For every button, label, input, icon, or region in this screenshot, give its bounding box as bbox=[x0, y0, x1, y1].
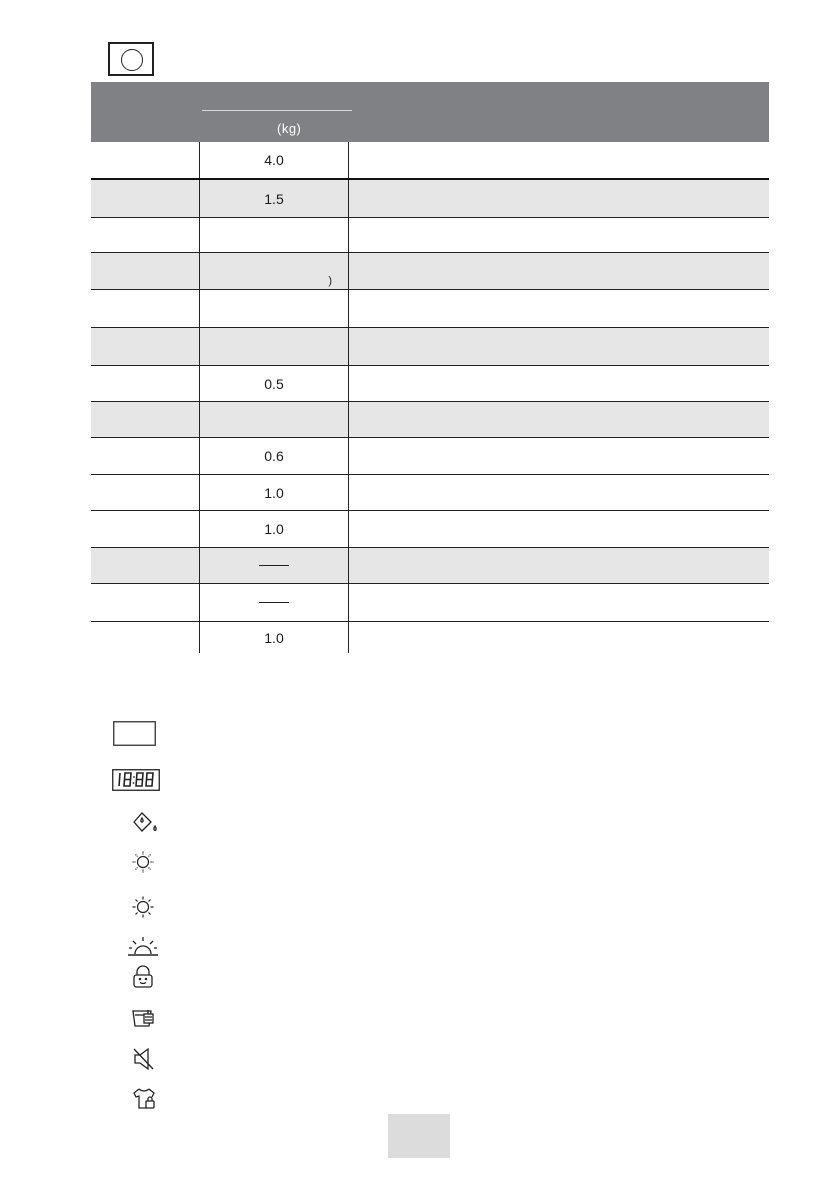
program-name-cell bbox=[91, 180, 199, 217]
table-row bbox=[91, 253, 769, 290]
table-row bbox=[91, 142, 769, 180]
basket-hand-icon bbox=[132, 1006, 156, 1030]
max-load-cell bbox=[199, 511, 349, 547]
detergent-drop-icon bbox=[131, 811, 161, 835]
table-row bbox=[91, 366, 769, 402]
description-cell bbox=[349, 180, 769, 217]
table-row bbox=[91, 622, 769, 653]
description-cell bbox=[349, 475, 769, 510]
load-value: 0.6 bbox=[264, 448, 284, 464]
load-value: 1.0 bbox=[264, 521, 284, 537]
table-row bbox=[91, 218, 769, 253]
max-load-cell bbox=[199, 438, 349, 474]
max-load-cell bbox=[199, 402, 349, 437]
mute-icon bbox=[133, 1047, 155, 1071]
sunrise-icon bbox=[127, 935, 159, 957]
sun-dotted-icon bbox=[131, 850, 155, 874]
program-name-cell bbox=[91, 142, 199, 178]
max-load-cell bbox=[199, 366, 349, 401]
description-cell bbox=[349, 402, 769, 437]
description-cell bbox=[349, 328, 769, 365]
header-underline bbox=[202, 110, 352, 111]
program-name-cell bbox=[91, 290, 199, 327]
table-row bbox=[91, 475, 769, 511]
unit-label: (kg) bbox=[277, 121, 302, 136]
description-cell bbox=[349, 548, 769, 583]
program-name-cell bbox=[91, 475, 199, 510]
table-row bbox=[91, 548, 769, 584]
table-row bbox=[91, 328, 769, 366]
load-value: 1.0 bbox=[264, 484, 284, 501]
program-name-cell bbox=[91, 366, 199, 401]
child-lock-icon bbox=[132, 965, 154, 989]
max-load-cell bbox=[199, 180, 349, 217]
page-number-tab bbox=[388, 1114, 450, 1158]
description-cell bbox=[349, 622, 769, 653]
max-load-cell bbox=[199, 253, 349, 289]
description-cell bbox=[349, 290, 769, 327]
description-cell bbox=[349, 511, 769, 547]
program-table bbox=[91, 142, 769, 653]
table-row bbox=[91, 511, 769, 548]
digital-display-icon bbox=[112, 769, 160, 791]
table-row bbox=[91, 290, 769, 328]
not-applicable-dash bbox=[259, 602, 289, 603]
program-name-cell bbox=[91, 622, 199, 653]
not-applicable-dash bbox=[259, 565, 289, 566]
program-name-cell bbox=[91, 511, 199, 547]
max-load-cell bbox=[199, 584, 349, 621]
description-cell bbox=[349, 438, 769, 474]
program-name-cell bbox=[91, 328, 199, 365]
max-load-cell bbox=[199, 328, 349, 365]
program-name-cell bbox=[91, 584, 199, 621]
description-cell bbox=[349, 253, 769, 289]
max-load-cell bbox=[199, 622, 349, 653]
program-knob-icon bbox=[108, 42, 154, 76]
max-load-cell bbox=[199, 218, 349, 252]
program-name-cell bbox=[91, 548, 199, 583]
description-cell bbox=[349, 218, 769, 252]
description-cell bbox=[349, 366, 769, 401]
max-load-cell bbox=[199, 290, 349, 327]
load-note: ) bbox=[328, 275, 332, 287]
program-name-cell bbox=[91, 218, 199, 252]
table-row bbox=[91, 584, 769, 622]
description-cell bbox=[349, 584, 769, 621]
program-name-cell bbox=[91, 438, 199, 474]
program-name-cell bbox=[91, 402, 199, 437]
load-value: 1.0 bbox=[264, 629, 284, 646]
blank-button-icon bbox=[113, 721, 156, 746]
load-value: 1.5 bbox=[264, 190, 284, 207]
table-row bbox=[91, 180, 769, 218]
description-cell bbox=[349, 142, 769, 178]
max-load-cell bbox=[199, 475, 349, 510]
sun-icon bbox=[131, 895, 155, 919]
shirt-care-icon bbox=[132, 1087, 156, 1111]
load-value: 0.5 bbox=[264, 375, 284, 392]
load-value: 4.0 bbox=[264, 152, 284, 168]
table-header bbox=[91, 82, 769, 142]
program-name-cell bbox=[91, 253, 199, 289]
max-load-cell bbox=[199, 142, 349, 178]
table-row bbox=[91, 438, 769, 475]
table-row bbox=[91, 402, 769, 438]
max-load-cell bbox=[199, 548, 349, 583]
knob-circle bbox=[121, 49, 143, 71]
